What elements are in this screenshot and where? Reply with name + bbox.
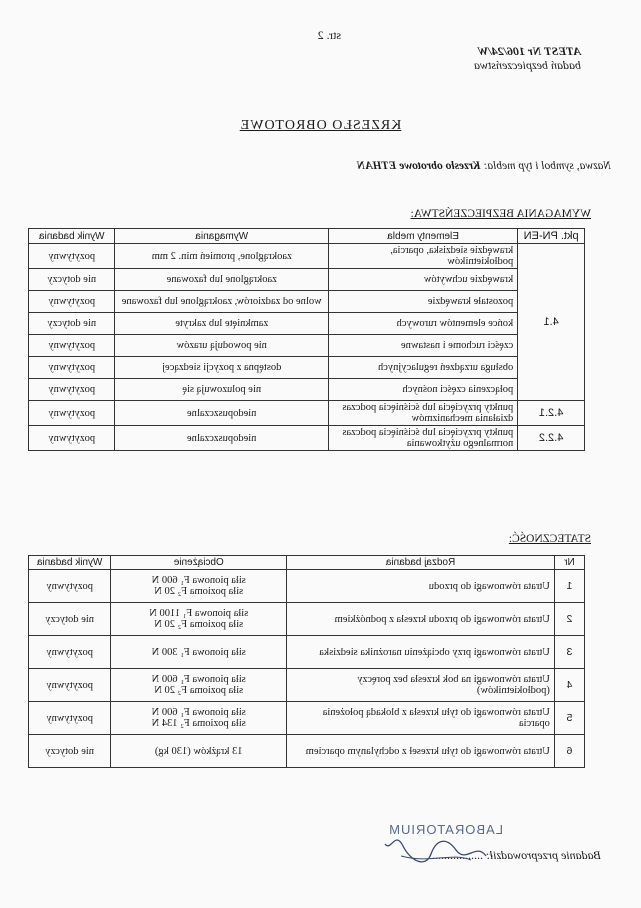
result-cell: pozytywny	[29, 291, 115, 313]
table-row	[29, 379, 585, 401]
pkt-cell: 4.1	[518, 244, 585, 401]
product-line	[357, 160, 611, 172]
load-line: siła pionowa F₁ 600 N	[151, 707, 246, 718]
test-cell: Utrata równowagi do tyłu krzeseł z odchylanym oparciem	[287, 735, 555, 768]
col-pkt: pkt. PN-EN	[518, 229, 585, 244]
load-cell	[111, 570, 287, 603]
load-cell	[111, 735, 287, 768]
nr-cell: 6	[554, 735, 584, 768]
load-line: siła pionowa F₁ 600 N	[151, 575, 246, 586]
element-cell: punkty przycięcia lub ściśnięcia podczas normalnego użytkowania	[328, 426, 517, 451]
load-line: siła pozioma F₂ 20 N	[154, 685, 244, 696]
table-row	[29, 603, 585, 636]
result-cell: nie dotyczy	[29, 735, 111, 768]
element-cell: obsługa urządzeń regulacyjnych	[328, 357, 517, 379]
signature-label: Badanie przeprowadził: .................	[431, 848, 601, 862]
requirement-cell: zaokrąglone lub fazowane	[115, 269, 328, 291]
stability-table	[28, 555, 585, 768]
page-title: KRZESŁO OBROTOWE	[239, 118, 402, 133]
element-cell: połączenia części nośnych	[328, 379, 517, 401]
col-result: Wynik badania	[29, 556, 111, 570]
requirement-cell: zaokrąglone, promień min. 2 mm	[115, 244, 328, 269]
table-row	[29, 570, 585, 603]
col-result: Wynik badania	[29, 229, 115, 244]
requirement-cell: zamknięte lub zakryte	[115, 313, 328, 335]
stamp-text: LABORATORIUM	[388, 822, 503, 837]
table-row	[29, 702, 585, 735]
load-line: siła pionowa F₁ 300 N	[151, 646, 246, 658]
load-cell	[111, 702, 287, 735]
table-row	[29, 269, 585, 291]
result-cell: pozytywny	[29, 702, 111, 735]
table-row	[29, 735, 585, 768]
requirement-cell: niedopuszczalne	[115, 401, 328, 426]
load-cell	[111, 636, 287, 669]
load-line: siła pozioma F₂ 20 N	[154, 586, 244, 597]
result-cell: pozytywny	[29, 335, 115, 357]
test-cell: Utrata równowagi przy obciążeniu narożnika siedziska	[287, 636, 555, 669]
pkt-cell: 4.2.2	[518, 426, 585, 451]
test-cell: Utrata równowagi na bok krzesła bez poręczy (podłokietników)	[287, 669, 555, 702]
result-cell: pozytywny	[29, 379, 115, 401]
safety-table-header	[29, 229, 585, 244]
element-cell: pozostałe krawędzie	[328, 291, 517, 313]
result-cell: pozytywny	[29, 401, 115, 426]
atest-subtitle: badań bezpieczeństwa	[474, 58, 581, 72]
result-cell: nie dotyczy	[29, 603, 111, 636]
table-row	[29, 313, 585, 335]
product-label: Nazwa, symbol i typ mebla:	[483, 160, 611, 172]
table-row	[29, 426, 585, 451]
element-cell: krawędzie siedziska, oparcia, podłokietników	[328, 244, 517, 269]
load-line: siła pozioma F₂ 20 N	[154, 619, 244, 630]
result-cell: pozytywny	[29, 636, 111, 669]
test-cell: Utrata równowagi do przodu	[287, 570, 555, 603]
table-row	[29, 401, 585, 426]
requirement-cell: dostępna z pozycji siedzącej	[115, 357, 328, 379]
col-load: Obciążenie	[111, 556, 287, 570]
element-cell: końce elementów rurowych	[328, 313, 517, 335]
load-line: siła pionowa F₁ 600 N	[151, 674, 246, 685]
safety-heading: WYMAGANIA BEZPIECZEŃSTWA:	[410, 208, 591, 220]
laboratory-stamp	[361, 822, 511, 874]
page-number: str. 2	[317, 28, 341, 42]
product-name: Krzesło obrotowe ETHAN	[356, 160, 481, 172]
test-cell: Utrata równowagi do przodu krzesła z podnóżkiem	[287, 603, 555, 636]
element-cell: punkty przycięcia lub ściśnięcia podczas działania mechanizmów	[328, 401, 517, 426]
result-cell: pozytywny	[29, 357, 115, 379]
table-row	[29, 291, 585, 313]
result-cell: pozytywny	[29, 570, 111, 603]
nr-cell: 1	[554, 570, 584, 603]
result-cell: nie dotyczy	[29, 313, 115, 335]
table-row	[29, 244, 585, 269]
safety-table	[28, 228, 585, 451]
document-header	[474, 44, 581, 72]
result-cell: nie dotyczy	[29, 269, 115, 291]
load-line: siła pozioma F₂ 134 N	[151, 718, 246, 729]
load-line: siła pionowa F₁ 1100 N	[149, 608, 249, 619]
pkt-cell: 4.2.1	[518, 401, 585, 426]
table-row	[29, 335, 585, 357]
stability-heading: STATECZNOŚĆ:	[508, 533, 591, 545]
nr-cell: 4	[554, 669, 584, 702]
load-cell	[111, 669, 287, 702]
requirement-cell: nie powodują urazów	[115, 335, 328, 357]
nr-cell: 5	[554, 702, 584, 735]
element-cell: krawędzie uchwytów	[328, 269, 517, 291]
table-row	[29, 636, 585, 669]
result-cell: pozytywny	[29, 669, 111, 702]
result-cell: pozytywny	[29, 426, 115, 451]
nr-cell: 3	[554, 636, 584, 669]
table-row	[29, 357, 585, 379]
table-row	[29, 669, 585, 702]
col-nr: Nr	[554, 556, 584, 570]
stability-table-header	[29, 556, 585, 570]
requirement-cell: wolne od zadziorów, zaokrąglone lub fazowane	[115, 291, 328, 313]
result-cell: pozytywny	[29, 244, 115, 269]
element-cell: części ruchome i nastawne	[328, 335, 517, 357]
requirement-cell: nie poluzowują się	[115, 379, 328, 401]
load-cell	[111, 603, 287, 636]
load-line: 13 krążków (130 kg)	[154, 745, 243, 757]
atest-number: ATEST Nr 106/24/W	[477, 44, 581, 58]
signature-scribble-icon	[381, 834, 491, 868]
col-requirement: Wymagania	[115, 229, 328, 244]
test-cell: Utrata równowagi do tyłu krzesła z blokadą położenia oparcia	[287, 702, 555, 735]
requirement-cell: niedopuszczalne	[115, 426, 328, 451]
col-element: Elementy mebla	[328, 229, 517, 244]
col-test: Rodzaj badania	[287, 556, 555, 570]
nr-cell: 2	[554, 603, 584, 636]
